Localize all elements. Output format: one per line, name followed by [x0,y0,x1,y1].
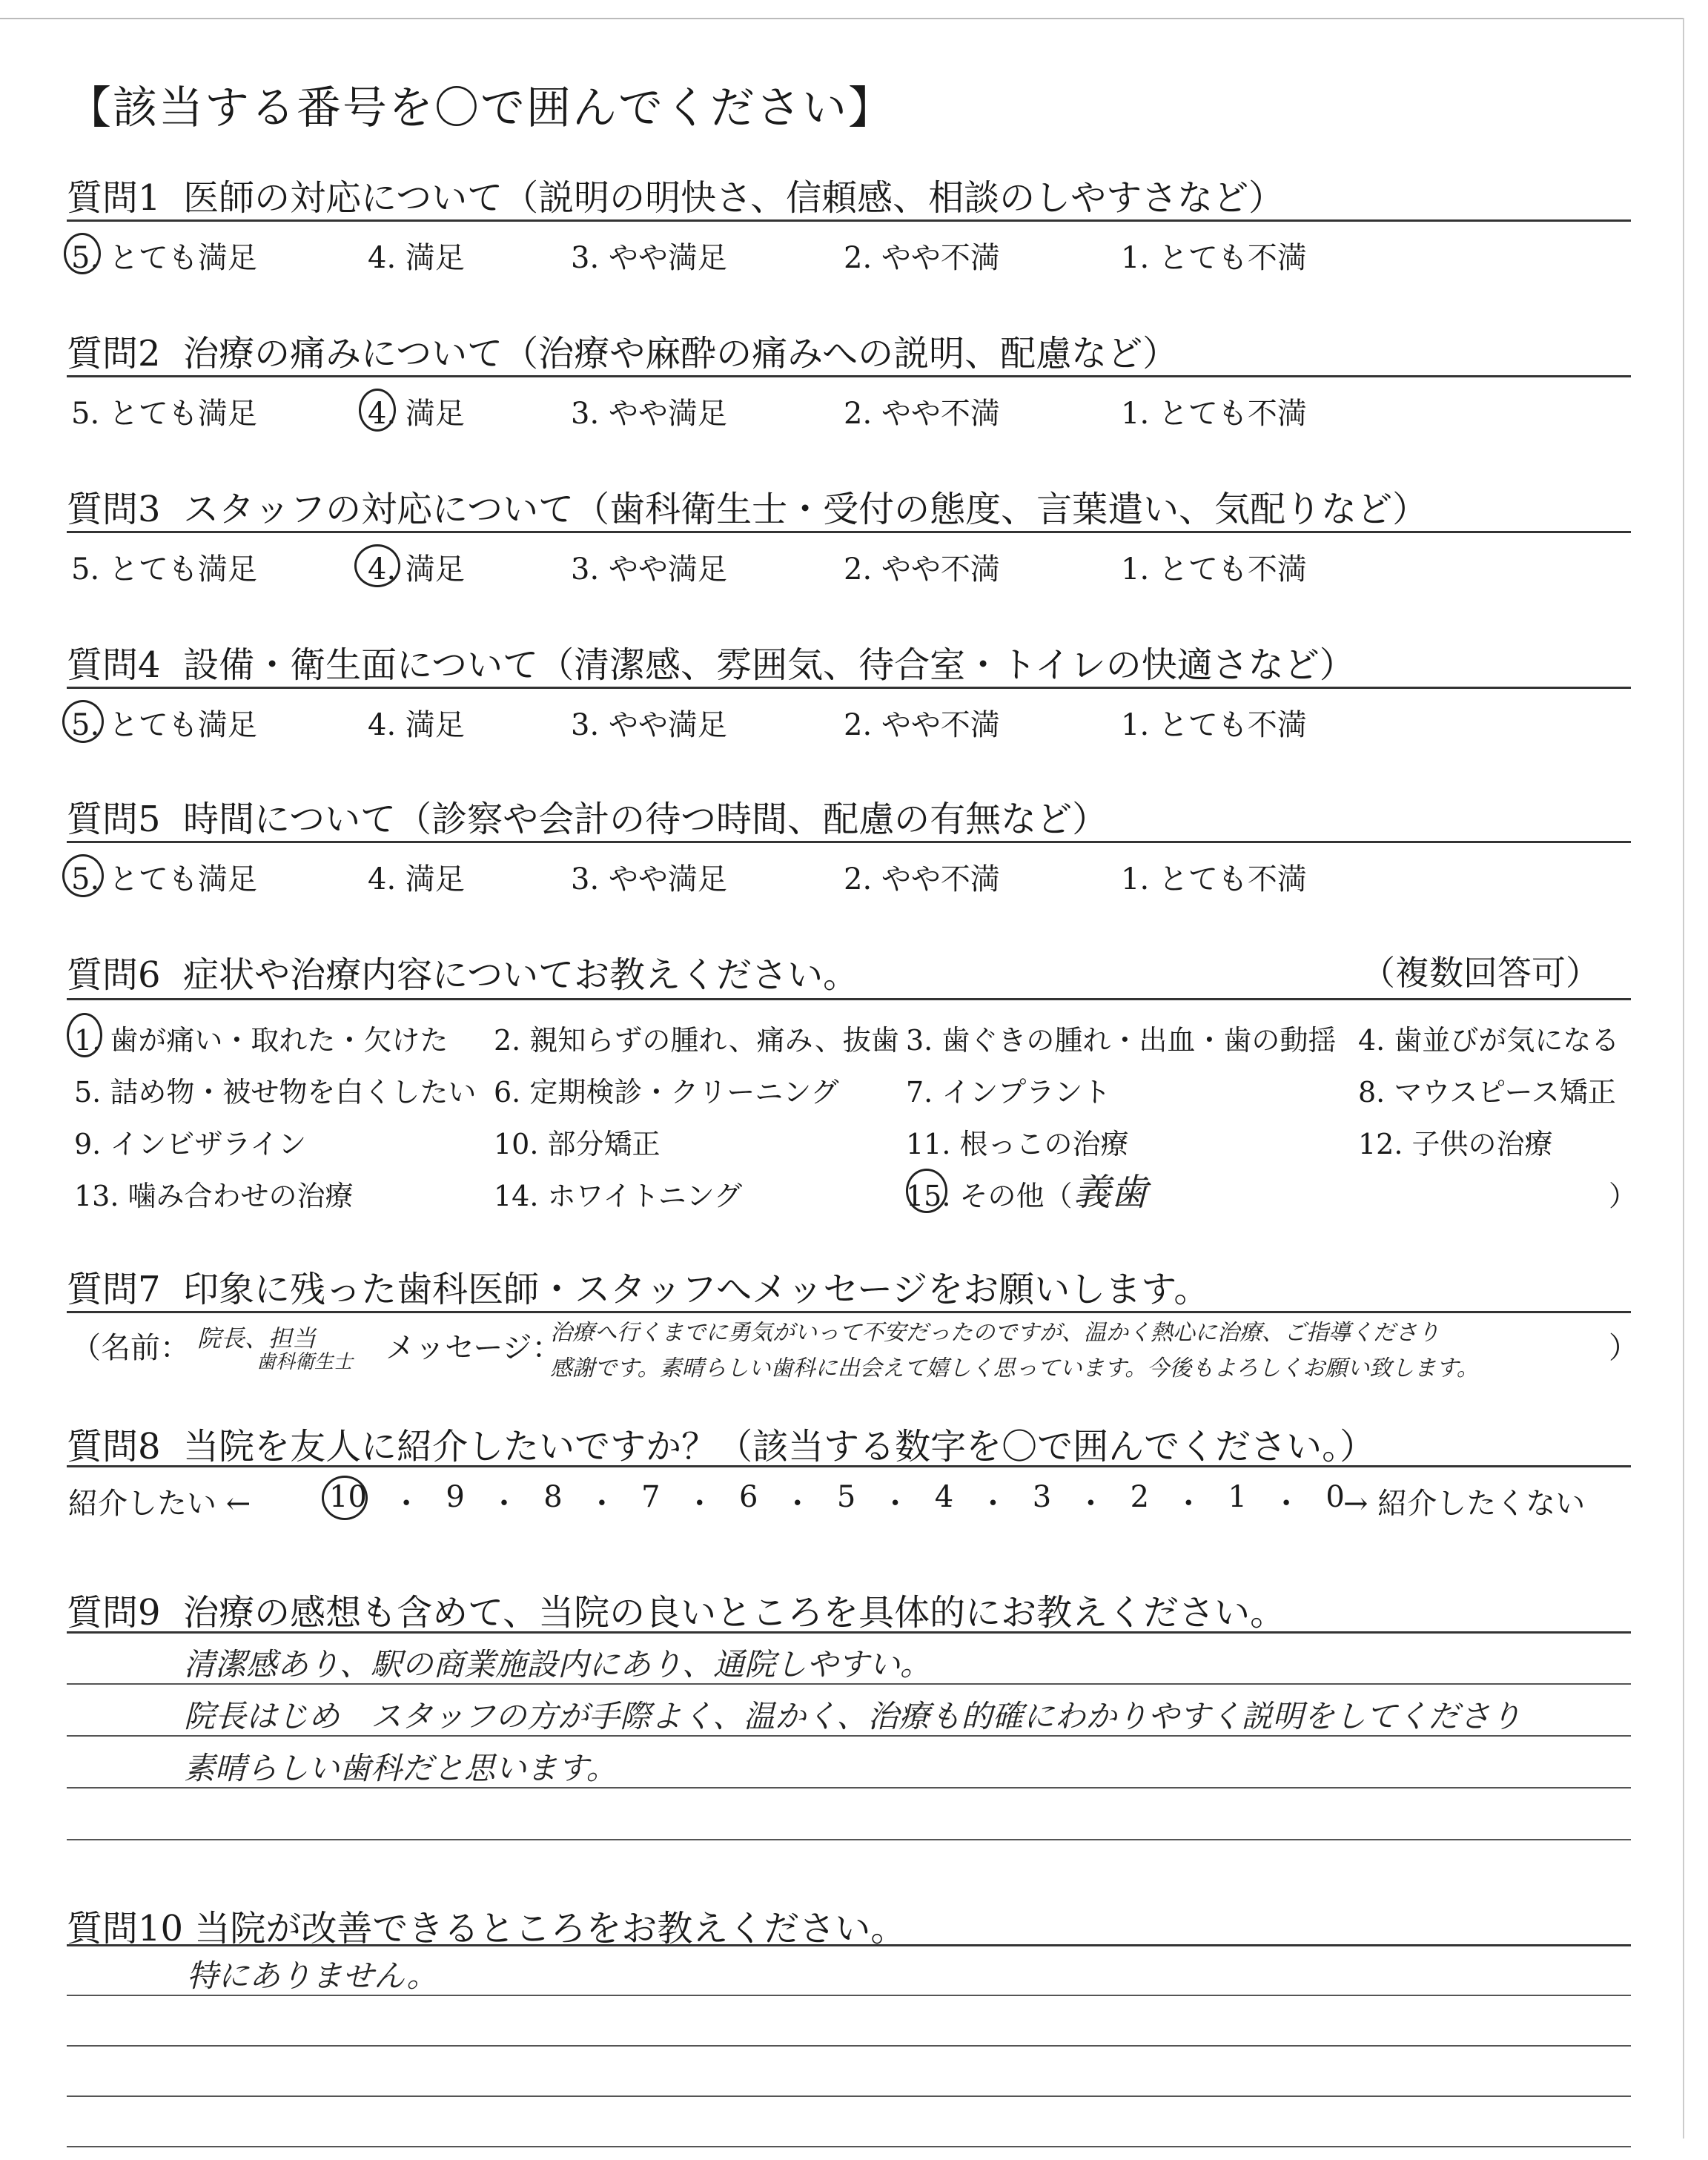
question-label: 質問10 [67,1908,184,1949]
q6-option-6[interactable]: 6. 定期検診・クリーニング [494,1076,839,1109]
q6-option-7[interactable]: 7. インプラント [906,1076,1111,1109]
scale-value-7[interactable]: 7 [641,1480,661,1514]
scale-value-6[interactable]: 6 [739,1480,758,1514]
answer-line [67,2045,1631,2047]
scale-value-10[interactable]: 10 [329,1480,367,1514]
selection-circle [67,1013,102,1057]
selection-circle [359,389,396,432]
q4-option-1[interactable]: 1. とても不満 [1121,708,1307,742]
question-2 [67,325,1178,376]
question-label: 質問3 [67,489,161,530]
question-label: 質問7 [67,1269,161,1310]
q5-option-4[interactable]: 4. 満足 [368,862,465,896]
q6-option-2[interactable]: 2. 親知らずの腫れ、痛み、抜歯 [494,1024,899,1057]
q7-name-handwritten-2: 歯科衛生士 [256,1351,354,1373]
selection-circle [64,233,101,274]
question-8 [67,1418,1375,1469]
q9-answer-line-3: 素晴らしい歯科だと思います。 [184,1750,618,1786]
q6-option-5[interactable]: 5. 詰め物・被せ物を白くしたい [74,1076,477,1109]
page-top-edge [0,18,1683,19]
divider [67,687,1631,689]
divider [67,1631,1631,1634]
q7-close: ） [1609,1331,1638,1365]
question-text: 当院を友人に紹介したいですか？（該当する数字を〇で囲んでください。） [183,1426,1376,1467]
q7-message-label: メッセージ： [385,1331,562,1365]
q5-option-1[interactable]: 1. とても不満 [1121,862,1307,896]
q8-left-label: 紹介したい ← [68,1487,251,1521]
q2-option-5[interactable]: 5. とても満足 [71,397,257,431]
question-text: 設備・衛生面について（清潔感、雰囲気、待合室・トイレの快適さなど） [183,644,1355,686]
question-text: 症状や治療内容についてお教えください。 [183,954,859,996]
q6-option-8[interactable]: 8. マウスピース矯正 [1358,1076,1616,1109]
selection-circle [906,1169,947,1213]
q7-name-handwritten-1: 院長、担当 [197,1324,317,1353]
q7-message-handwritten-line1: 治療へ行くまでに勇気がいって不安だったのですが、温かく熱心に治療、ご指導くださり [550,1320,1440,1346]
page-right-edge [1683,18,1684,2138]
q2-option-2[interactable]: 2. やや不満 [844,397,1000,431]
q1-option-5[interactable]: 5. とても満足 [71,241,257,275]
answer-line [67,2146,1631,2147]
q5-option-5[interactable]: 5. とても満足 [71,862,257,896]
q4-option-5[interactable]: 5. とても満足 [71,708,257,742]
question-6 [67,946,858,997]
q8-scale [329,1480,1345,1522]
scale-dot: ・ [1174,1487,1204,1521]
q6-option-10[interactable]: 10. 部分矯正 [494,1128,661,1160]
selection-circle [62,700,104,743]
scale-value-0[interactable]: 0 [1325,1480,1345,1514]
divider [67,1311,1631,1313]
q4-option-4[interactable]: 4. 満足 [368,708,465,742]
divider [67,219,1631,222]
scale-dot: ・ [978,1487,1008,1521]
q6-option-4[interactable]: 4. 歯並びが気になる [1358,1024,1620,1057]
question-label: 質問9 [67,1592,161,1634]
q1-option-3[interactable]: 3. やや満足 [571,241,727,275]
question-label: 質問6 [67,954,161,996]
q6-other-close: ） [1609,1180,1638,1212]
selection-circle [62,854,104,897]
q3-option-5[interactable]: 5. とても満足 [71,552,257,587]
selection-circle [354,544,400,587]
q3-option-1[interactable]: 1. とても不満 [1121,552,1307,587]
scale-value-1[interactable]: 1 [1228,1480,1247,1514]
question-text: 当院が改善できるところをお教えください。 [194,1908,907,1949]
divider [67,1944,1631,1946]
scale-dot: ・ [782,1487,812,1521]
question-3 [67,480,1428,532]
divider [67,841,1631,843]
scale-value-5[interactable]: 5 [836,1480,856,1514]
question-label: 質問2 [67,333,161,374]
q6-option-9[interactable]: 9. インビザライン [74,1128,307,1160]
q6-option-15[interactable]: 15. その他（ [906,1180,1073,1212]
question-text: 時間について（診察や会計の待つ時間、配慮の有無など） [183,799,1108,840]
q2-option-3[interactable]: 3. やや満足 [571,397,727,431]
question-10 [67,1900,906,1951]
q6-option-14[interactable]: 14. ホワイトニング [494,1180,743,1212]
q2-option-1[interactable]: 1. とても不満 [1121,397,1307,431]
q1-option-4[interactable]: 4. 満足 [368,241,465,275]
question-9 [67,1584,1285,1635]
question-4 [67,636,1355,687]
scale-value-2[interactable]: 2 [1130,1480,1150,1514]
q3-option-4[interactable]: 4. 満足 [368,552,465,587]
q2-option-4[interactable]: 4. 満足 [368,397,465,431]
divider [67,998,1631,1000]
question-label: 質問4 [67,644,161,686]
q6-option-12[interactable]: 12. 子供の治療 [1358,1128,1553,1160]
q1-option-2[interactable]: 2. やや不満 [844,241,1000,275]
answer-line [67,1839,1631,1840]
scale-dot: ・ [1271,1487,1302,1521]
q5-option-2[interactable]: 2. やや不満 [844,862,1000,896]
question-text: 治療の痛みについて（治療や麻酔の痛みへの説明、配慮など） [183,333,1179,374]
scale-dot: ・ [880,1487,910,1521]
scale-dot: ・ [489,1487,520,1521]
q6-option-13[interactable]: 13. 噛み合わせの治療 [74,1180,354,1212]
q9-answer-line-1: 清潔感あり、駅の商業施設内にあり、通院しやすい。 [184,1646,932,1682]
scale-value-9[interactable]: 9 [446,1480,465,1514]
question-label: 質問1 [67,177,161,219]
q6-option-11[interactable]: 11. 根っこの治療 [906,1128,1129,1160]
divider [67,531,1631,533]
answer-line [67,2095,1631,2097]
q5-option-3[interactable]: 3. やや満足 [571,862,727,896]
q8-right-label: → 紹介したくない [1343,1487,1586,1521]
question-label: 質問5 [67,799,161,840]
scale-dot: ・ [586,1487,617,1521]
question-label: 質問8 [67,1426,161,1467]
q1-option-1[interactable]: 1. とても不満 [1121,241,1307,275]
q6-other-handwritten: 義歯 [1073,1171,1148,1214]
question-text: 医師の対応について（説明の明快さ、信頼感、相談のしやすさなど） [183,177,1285,219]
scale-value-8[interactable]: 8 [543,1480,563,1514]
divider [67,1465,1631,1467]
q6-option-1[interactable]: 1. 歯が痛い・取れた・欠けた [74,1024,448,1057]
q10-answer-line-1: 特にありません。 [187,1958,438,1994]
q3-option-2[interactable]: 2. やや不満 [844,552,1000,587]
q9-answer-line-2: 院長はじめ スタッフの方が手際よく、温かく、治療も的確にわかりやすく説明をしてくださり [184,1698,1522,1734]
scale-dot: ・ [684,1487,715,1521]
q3-option-3[interactable]: 3. やや満足 [571,552,727,587]
scale-value-4[interactable]: 4 [934,1480,954,1514]
scale-dot: ・ [1076,1487,1106,1521]
form-title: 【該当する番号を〇で囲んでください】 [67,82,894,134]
question-5 [67,790,1108,842]
q4-option-3[interactable]: 3. やや満足 [571,708,727,742]
question-1 [67,169,1284,220]
selection-circle [322,1476,368,1520]
q7-message-handwritten-line2: 感謝です。素晴らしい歯科に出会えて嬉しく思っています。今後もよろしくお願い致します。 [550,1355,1479,1381]
divider [67,375,1631,377]
multiple-answer-note: （複数回答可） [1361,953,1600,993]
question-7 [67,1261,1209,1312]
q7-name-label: （名前： [71,1331,190,1365]
scale-value-3[interactable]: 3 [1032,1480,1052,1514]
scale-dot: ・ [391,1487,422,1521]
q6-option-3[interactable]: 3. 歯ぐきの腫れ・出血・歯の動揺 [906,1024,1337,1057]
question-text: スタッフの対応について（歯科衛生士・受付の態度、言葉遣い、気配りなど） [183,489,1429,530]
question-text: 治療の感想も含めて、当院の良いところを具体的にお教えください。 [183,1592,1286,1634]
question-text: 印象に残った歯科医師・スタッフへメッセージをお願いします。 [183,1269,1210,1310]
q4-option-2[interactable]: 2. やや不満 [844,708,1000,742]
